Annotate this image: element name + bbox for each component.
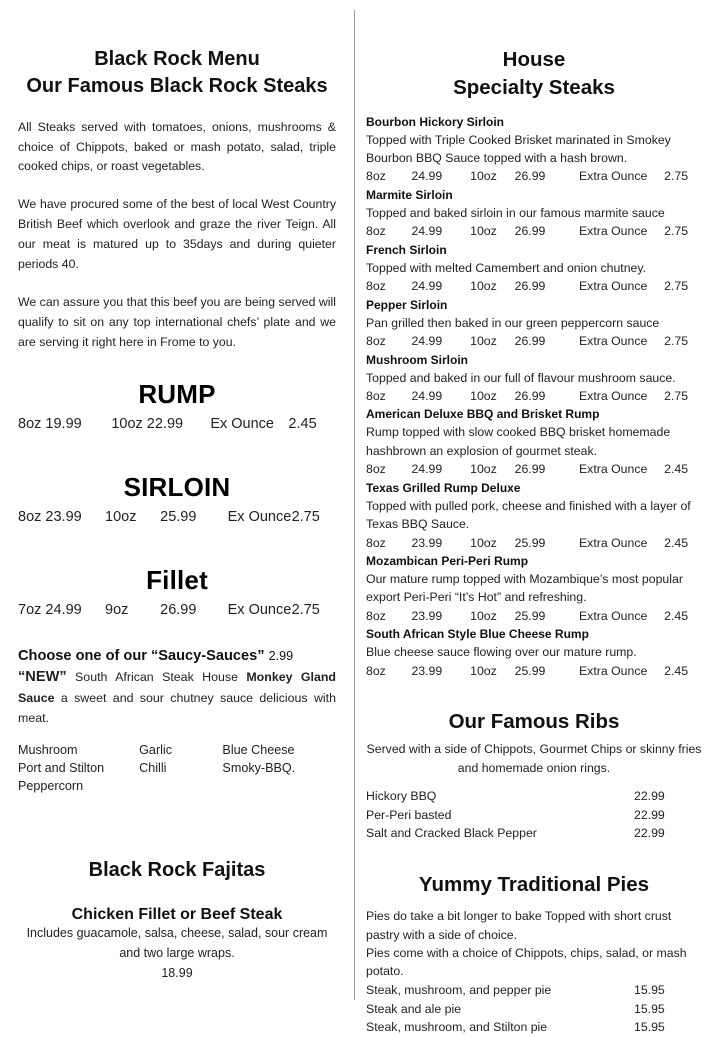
sauce-item: Chilli [139,760,167,775]
steak-price-2: 25.99 [514,535,546,550]
ribs-price: 22.99 [634,826,665,841]
sauces-new-tag: “NEW” [18,668,67,685]
ribs-label: Salt and Cracked Black Pepper [366,826,537,841]
sirloin-extra-price: 2.75 [291,508,320,525]
pie-price: 15.95 [634,1020,665,1035]
steak-item [366,351,702,406]
sauce-item: Port and Stilton [18,760,105,775]
left-column [0,0,354,1024]
steak-item [366,625,702,680]
sirloin-size-2: 10oz [105,508,137,525]
steak-size-2: 10oz [470,279,497,294]
cut-prices-rump [18,416,336,432]
steak-item [366,241,702,296]
steak-price-2: 26.99 [514,169,546,184]
steak-extra-label: Extra Ounce [578,462,648,477]
steak-price-1: 23.99 [411,663,443,678]
steak-name: Marmite Sirloin [366,187,453,202]
steak-price-2: 26.99 [514,224,546,239]
pie-label: Steak, mushroom, and pepper pie [366,982,552,997]
sauces-list [18,741,336,796]
steak-prices [366,222,702,240]
cut-title-sirloin: SIRLOIN [123,471,231,502]
steak-extra-price: 2.45 [664,608,689,623]
steak-price-2: 26.99 [514,279,546,294]
intro-paragraph-3: We can assure you that this beef you are being served will qualify to sit on any top international chefs’ plate and we are serving it right here in Frome to you. [18,294,336,349]
sauces-price: 2.99 [268,648,294,663]
steak-extra-price: 2.75 [664,279,689,294]
steak-price-2: 25.99 [514,663,546,678]
steak-item [366,552,702,625]
ribs-price: 22.99 [634,807,665,822]
steak-prices [366,167,702,185]
steak-price-1: 23.99 [411,608,443,623]
steak-price-1: 24.99 [411,388,443,403]
steak-name: French Sirloin [366,242,447,257]
steak-size-2: 10oz [470,224,497,239]
steak-description: Blue cheese sauce flowing over our mature rump. [366,645,637,660]
cut-title-fillet: Fillet [146,564,208,595]
right-column [354,0,724,1035]
steak-extra-label: Extra Ounce [578,535,648,550]
pie-price: 15.95 [634,982,665,997]
steak-price-1: 24.99 [411,279,443,294]
steak-size-2: 10oz [470,462,497,477]
steak-size-2: 10oz [470,663,497,678]
sauce-item: Blue Cheese [222,742,295,757]
fajitas-title: Black Rock Fajitas [88,859,266,882]
sauce-item: Smoky-BBQ. [222,760,296,775]
rump-extra-price: 2.45 [288,415,317,432]
steak-extra-price: 2.75 [664,388,689,403]
steak-size-1: 8oz [366,279,386,294]
ribs-row [366,806,702,825]
menu-title-line1: Black Rock Menu [94,48,260,70]
steak-description: Our mature rump topped with Mozambique’s most popular export Peri-Peri “It’s Hot” and refreshing. [366,572,683,605]
steak-price-2: 26.99 [514,388,546,403]
steak-extra-label: Extra Ounce [578,224,648,239]
pie-label: Steak, mushroom, and Stilton pie [366,1020,548,1035]
steak-description: Pan grilled then baked in our green peppercorn sauce [366,315,660,330]
fajitas-price: 18.99 [161,965,193,980]
steak-prices [366,387,702,405]
ribs-price: 22.99 [634,789,665,804]
pie-price: 15.95 [634,1001,665,1016]
steak-extra-price: 2.45 [664,535,689,550]
ribs-title: Our Famous Ribs [448,710,620,734]
steak-size-1: 8oz [366,663,386,678]
steak-size-1: 8oz [366,334,386,349]
cut-prices-fillet [18,602,336,618]
steak-price-2: 26.99 [514,462,546,477]
menu-title-line2: Our Famous Black Rock Steaks [26,74,328,97]
steak-item [366,296,702,351]
steak-description: Topped and baked in our full of flavour mushroom sauce. [366,370,676,385]
steak-price-1: 24.99 [411,462,443,477]
intro-paragraph-2: We have procured some of the best of local West Country British Beef which overlook and graze the river Teign. All our meat is matured up to 35days and during quieter periods 40. [18,197,336,272]
sirloin-size-2-price: 25.99 [160,508,197,525]
fillet-extra-price: 2.75 [291,601,320,618]
steak-extra-label: Extra Ounce [578,608,648,623]
steak-prices [366,607,702,625]
steak-size-1: 8oz [366,169,386,184]
sirloin-extra-label: Ex Ounce [227,508,292,525]
pies-row [366,981,702,1000]
intro-paragraph-1: All Steaks served with tomatoes, onions, mushrooms & choice of Chippots, baked or mash potato, salad, triple cooked chips, or roast vegetables. [18,119,336,174]
steak-price-2: 25.99 [514,608,546,623]
steak-prices [366,534,702,552]
rump-extra-label: Ex Ounce [210,415,274,432]
rump-size-2: 10oz 22.99 [111,415,184,432]
steak-extra-price: 2.75 [664,224,689,239]
steak-size-2: 10oz [470,388,497,403]
sauces-new-bold: Monkey Gland Sauce [18,669,336,705]
steak-name: South African Style Blue Cheese Rump [366,627,589,642]
steak-size-1: 8oz [366,608,386,623]
steak-description: Topped with pulled pork, cheese and finished with a layer of Texas BBQ Sauce. [366,498,691,532]
steak-extra-price: 2.75 [664,169,689,184]
steak-name: American Deluxe BBQ and Brisket Rump [366,407,600,422]
steak-description: Topped and baked sirloin in our famous marmite sauce [366,205,665,220]
fillet-size-2: 9oz [105,601,129,618]
ribs-label: Per-Peri basted [366,807,452,822]
fillet-size-2-price: 26.99 [160,601,197,618]
ribs-label: Hickory BBQ [366,789,437,804]
steak-item [366,405,702,478]
pies-description-2: Pies come with a choice of Chippots, chips, salad, or mash potato. [366,946,687,979]
sauce-item: Garlic [139,742,173,757]
cut-prices-sirloin [18,509,336,525]
sauce-item: Mushroom [18,742,78,757]
steak-item [366,479,702,552]
steak-name: Bourbon Hickory Sirloin [366,114,505,129]
ribs-row [366,824,702,843]
steak-item [366,113,702,186]
pies-description-1: Pies do take a bit longer to bake Topped with short crust pastry with a side of choice. [366,909,672,942]
steak-size-1: 8oz [366,535,386,550]
steak-price-1: 24.99 [411,334,443,349]
fajitas-description: Includes guacamole, salsa, cheese, salad, sour cream and two large wraps. [26,926,328,960]
steak-size-1: 8oz [366,388,386,403]
steak-extra-price: 2.45 [664,462,689,477]
sauces-row [18,759,336,777]
steak-size-1: 8oz [366,224,386,239]
steak-price-1: 23.99 [411,535,443,550]
steak-price-1: 24.99 [411,224,443,239]
sirloin-size-1: 8oz 23.99 [18,508,82,525]
steak-extra-label: Extra Ounce [578,663,648,678]
steak-size-2: 10oz [470,334,497,349]
sauces-row [18,741,336,759]
steak-size-2: 10oz [470,169,497,184]
steak-description: Topped with Triple Cooked Brisket marinated in Smokey Bourbon BBQ Sauce topped with a hash brown. [366,132,671,165]
steak-extra-label: Extra Ounce [578,388,648,403]
sauces-new-text-1: South African Steak House [66,669,247,684]
house-title-line2: Specialty Steaks [453,76,615,100]
steak-prices [366,662,702,680]
steak-price-2: 26.99 [514,334,546,349]
steak-name: Pepper Sirloin [366,297,448,312]
steak-item [366,186,702,241]
sauces-new-description [18,666,336,729]
pies-row [366,1018,702,1037]
steak-extra-price: 2.75 [664,334,689,349]
steak-name: Texas Grilled Rump Deluxe [366,480,521,495]
cut-title-rump: RUMP [138,378,216,409]
steak-extra-label: Extra Ounce [578,169,648,184]
steak-prices [366,332,702,350]
steak-price-1: 24.99 [411,169,443,184]
steak-extra-label: Extra Ounce [578,279,648,294]
ribs-subtitle: Served with a side of Chippots, Gourmet Chips or skinny fries and homemade onion rings. [366,742,702,775]
steak-description: Topped with melted Camembert and onion chutney. [366,260,647,275]
sauce-item: Peppercorn [18,779,84,794]
steak-size-1: 8oz [366,462,386,477]
steak-size-2: 10oz [470,535,497,550]
steak-size-2: 10oz [470,608,497,623]
steak-extra-price: 2.45 [664,663,689,678]
sauces-heading-text: Choose one of our “Saucy-Sauces” [18,647,265,664]
steak-description: Rump topped with slow cooked BBQ brisket homemade hashbrown an explosion of gourmet steak. [366,425,671,458]
rump-size-1: 8oz 19.99 [18,415,82,432]
steak-extra-label: Extra Ounce [578,334,648,349]
steak-name: Mozambican Peri-Peri Rump [366,554,529,568]
fillet-extra-label: Ex Ounce [227,601,292,618]
house-title-line1: House [502,48,566,71]
ribs-row [366,787,702,806]
sauces-heading [18,648,336,664]
sauces-new-text-2: a sweet and sour chutney sauce delicious with meat. [18,691,336,725]
steak-prices [366,277,702,295]
pies-title: Yummy Traditional Pies [418,873,650,897]
sauces-row [18,777,336,795]
fajitas-subtitle: Chicken Fillet or Beef Steak [71,906,283,924]
pie-label: Steak and ale pie [366,1001,462,1016]
steak-name: Mushroom Sirloin [366,352,468,367]
steak-prices [366,460,702,478]
pies-row [366,1000,702,1019]
fillet-size-1: 7oz 24.99 [18,601,82,618]
